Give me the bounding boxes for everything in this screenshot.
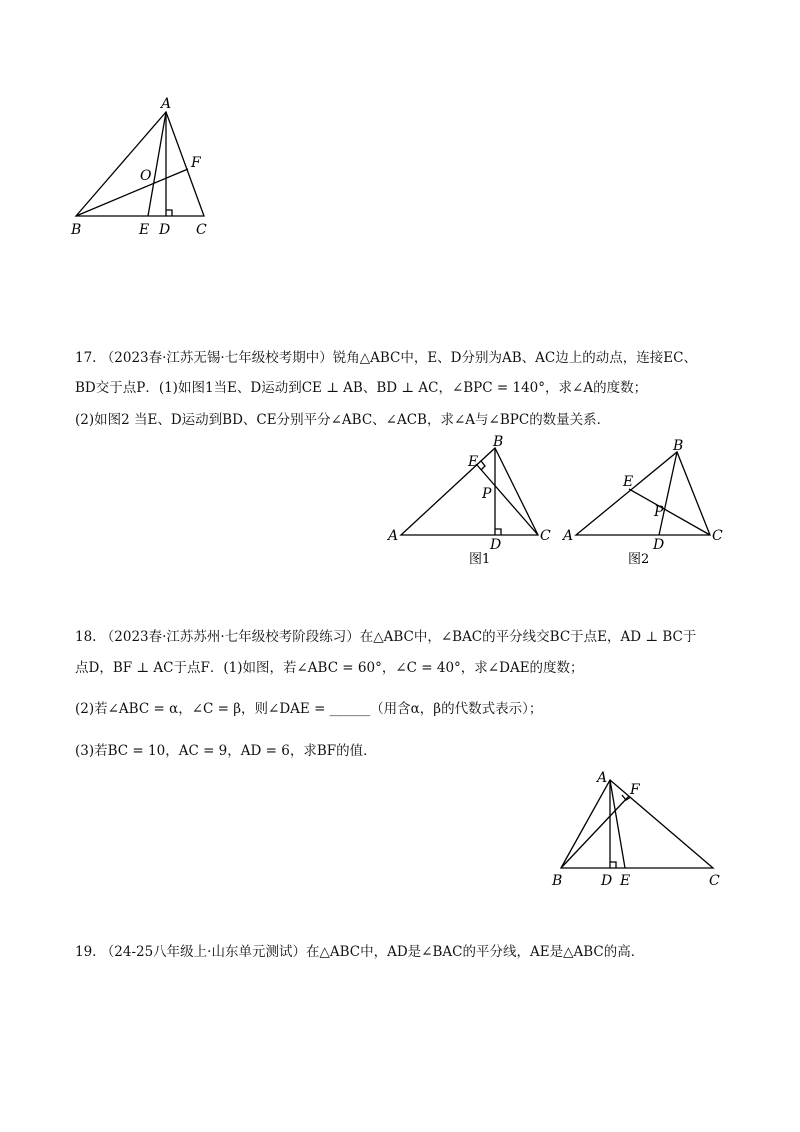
label-A: A [388, 528, 399, 544]
label-A: A [161, 96, 172, 112]
label-E: E [620, 873, 631, 889]
label-B: B [673, 438, 684, 454]
q17-line-3: (2)如图2 当E、D运动到BD、CE分别平分∠ABC、∠ACB，求∠A与∠BPC的数量关系． [75, 412, 611, 428]
label-C: C [196, 222, 207, 238]
q18-line-2: 点D，BF ⊥ AC于点F．(1)如图，若∠ABC = 60°，∠C = 40°，求∠DAE的度数； [75, 660, 584, 676]
q18-line-3: (2)若∠ABC = α，∠C = β，则∠DAE = ______（用含α，β的代数式表示）； [75, 701, 543, 717]
label-B: B [71, 222, 82, 238]
label-P: P [482, 486, 492, 502]
figure-caption: 图2 [628, 552, 650, 567]
label-C: C [540, 528, 551, 544]
label-B: B [552, 873, 563, 889]
figure-17-2 [560, 436, 740, 566]
figure-caption: 图1 [469, 552, 491, 567]
figure-17-1 [385, 436, 565, 566]
figure-top-triangle [60, 90, 230, 250]
label-F: F [191, 155, 201, 171]
label-F: F [630, 782, 640, 798]
label-E: E [139, 222, 150, 238]
label-E: E [623, 474, 634, 490]
label-O: O [140, 168, 152, 184]
figure-18 [545, 770, 735, 895]
label-D: D [490, 537, 502, 553]
label-D: D [159, 222, 171, 238]
label-D: D [601, 873, 613, 889]
label-A: A [597, 770, 608, 786]
q17-line-2: BD交于点P．(1)如图1当E、D运动到CE ⊥ AB、BD ⊥ AC，∠BPC = 140°，求∠A的度数； [75, 380, 648, 396]
label-A: A [563, 528, 574, 544]
q19-line-1: 19. （24-25八年级上·山东单元测试）在△ABC中，AD是∠BAC的平分线，AE是△ABC的高． [75, 944, 645, 960]
q18-line-1: 18. （2023春·江苏苏州·七年级校考阶段练习）在△ABC中，∠BAC的平分线交BC于点E，AD ⊥ BC于 [75, 629, 697, 645]
label-C: C [709, 873, 720, 889]
label-C: C [712, 528, 723, 544]
q17-line-1: 17. （2023春·江苏无锡·七年级校考期中）锐角△ABC中，E、D分别为AB、AC边上的动点，连接EC、 [75, 350, 697, 366]
label-D: D [653, 537, 665, 553]
label-B: B [493, 434, 504, 450]
label-P: P [654, 504, 664, 520]
q18-line-4: (3)若BC = 10，AC = 9，AD = 6，求BF的值． [75, 743, 377, 759]
label-E: E [468, 454, 479, 470]
